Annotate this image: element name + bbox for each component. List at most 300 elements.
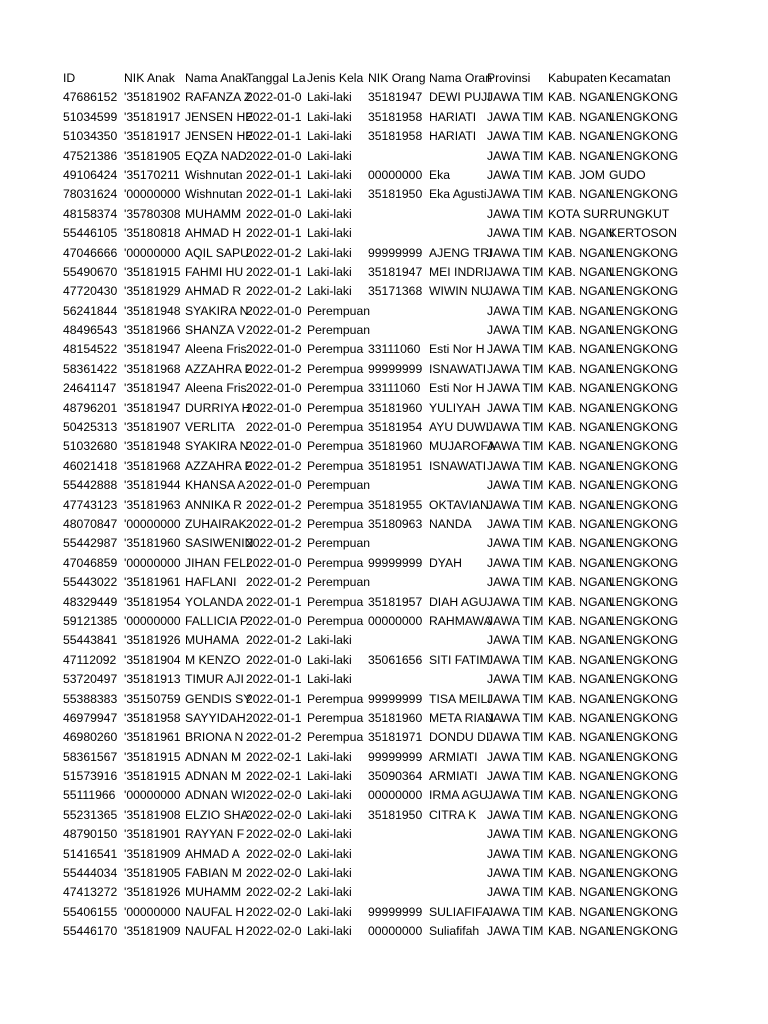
table-cell[interactable]: LENGKONG (609, 885, 679, 900)
table-cell[interactable]: YOLANDA (185, 594, 244, 609)
table-cell[interactable]: 35181958 (368, 109, 423, 124)
table-cell[interactable]: 46980260 (63, 730, 118, 745)
table-cell[interactable]: 2022-01-2 (246, 284, 302, 299)
table-cell[interactable]: 35061656 (368, 652, 423, 667)
table-cell[interactable]: JAWA TIM (487, 381, 544, 396)
table-cell[interactable]: 58361422 (63, 361, 118, 376)
table-cell[interactable]: '00000000 (124, 187, 181, 202)
table-cell[interactable]: NANDA (429, 516, 472, 531)
table-cell[interactable]: 2022-01-2 (246, 730, 302, 745)
table-cell[interactable] (429, 573, 489, 592)
table-cell[interactable]: '35181963 (124, 497, 181, 512)
table-cell[interactable]: '35181954 (124, 594, 181, 609)
table-cell[interactable]: 48070847 (63, 516, 118, 531)
table-cell[interactable]: DURRIYA H (185, 400, 251, 415)
column-header[interactable]: Nama Oran (429, 71, 492, 85)
table-cell[interactable]: Esti Nor H (429, 381, 485, 396)
table-cell[interactable] (429, 883, 489, 902)
table-cell[interactable]: 2022-02-2 (246, 885, 302, 900)
column-header[interactable]: NIK Anak (124, 71, 175, 85)
table-cell[interactable]: 99999999 (368, 361, 423, 376)
table-cell[interactable]: LENGKONG (609, 323, 679, 338)
table-cell[interactable]: 99999999 (368, 555, 423, 570)
table-cell[interactable]: 2022-02-0 (246, 924, 302, 939)
table-cell[interactable]: 51032680 (63, 439, 118, 454)
table-cell[interactable]: 56241844 (63, 303, 118, 318)
table-cell[interactable]: AQIL SAPU (185, 245, 249, 260)
table-cell[interactable]: 55442987 (63, 536, 118, 551)
table-cell[interactable]: KAB. NGAN (548, 749, 615, 764)
column-header[interactable]: ID (63, 71, 76, 85)
table-cell[interactable]: DYAH (429, 555, 462, 570)
table-cell[interactable]: KAB. NGAN (548, 788, 615, 803)
table-cell[interactable]: Laki-laki (307, 226, 352, 241)
table-cell[interactable]: ARMIATI (429, 749, 478, 764)
table-cell[interactable]: LENGKONG (609, 613, 679, 628)
table-cell[interactable]: '35181961 (124, 730, 181, 745)
table-cell[interactable]: M KENZO (185, 652, 241, 667)
table-cell[interactable]: SITI FATIM (429, 652, 490, 667)
table-cell[interactable]: JAWA TIM (487, 264, 544, 279)
table-cell[interactable]: 2022-02-0 (246, 904, 302, 919)
table-cell[interactable]: LENGKONG (609, 633, 679, 648)
table-cell[interactable]: LENGKONG (609, 361, 679, 376)
table-cell[interactable]: Aleena Fris (185, 381, 247, 396)
table-cell[interactable]: JAWA TIM (487, 672, 544, 687)
table-cell[interactable]: LENGKONG (609, 730, 679, 745)
table-cell[interactable]: 55111966 (63, 788, 116, 803)
table-cell[interactable]: Perempuan (307, 573, 429, 592)
table-cell[interactable]: 47521386 (63, 148, 118, 163)
table-cell[interactable] (429, 534, 489, 553)
table-cell[interactable]: 55406155 (63, 904, 118, 919)
table-cell[interactable]: LENGKONG (609, 420, 679, 435)
table-cell[interactable]: '35181966 (124, 323, 181, 338)
table-cell[interactable]: KAB. NGAN (548, 769, 615, 784)
table-cell[interactable]: 55231365 (63, 807, 118, 822)
table-cell[interactable]: JAWA TIM (487, 788, 544, 803)
table-cell[interactable]: BRIONA N (185, 730, 244, 745)
table-cell[interactable]: 55442888 (63, 478, 118, 493)
table-cell[interactable]: 55490670 (63, 264, 118, 279)
table-cell[interactable]: '35181902 (124, 90, 181, 105)
table-cell[interactable]: Wishnutan (185, 187, 243, 202)
table-cell[interactable]: KHANSA A (185, 478, 246, 493)
table-cell[interactable]: Perempuan (307, 321, 429, 340)
table-cell[interactable]: JAWA TIM (487, 187, 544, 202)
table-cell[interactable]: 2022-02-0 (246, 807, 302, 822)
table-cell[interactable]: GUDO (609, 167, 646, 182)
table-cell[interactable]: '35181917 (124, 109, 181, 124)
table-cell[interactable]: 2022-01-0 (246, 206, 302, 221)
table-cell[interactable]: Perempua (307, 381, 364, 396)
column-header[interactable]: NIK Orang (368, 71, 426, 85)
table-cell[interactable]: 51416541 (63, 846, 118, 861)
table-cell[interactable]: LENGKONG (609, 148, 679, 163)
table-cell[interactable]: SULIAFIFA (429, 904, 490, 919)
table-cell[interactable]: '35181905 (124, 148, 181, 163)
table-cell[interactable]: JAWA TIM (487, 206, 544, 221)
table-cell[interactable]: Laki-laki (307, 885, 352, 900)
table-cell[interactable]: Wishnutan (185, 167, 243, 182)
table-cell[interactable]: '35181915 (124, 264, 181, 279)
table-cell[interactable]: 53720497 (63, 672, 118, 687)
table-cell[interactable] (368, 864, 429, 883)
table-cell[interactable]: KAB. NGAN (548, 478, 615, 493)
table-cell[interactable]: '35181908 (124, 807, 181, 822)
table-cell[interactable]: JAWA TIM (487, 284, 544, 299)
table-cell[interactable]: JAWA TIM (487, 361, 544, 376)
table-cell[interactable]: META RIAN (429, 710, 494, 725)
table-cell[interactable]: 2022-02-1 (246, 749, 302, 764)
table-cell[interactable]: Perempua (307, 497, 364, 512)
table-cell[interactable]: KAB. NGAN (548, 439, 615, 454)
table-cell[interactable]: Laki-laki (307, 109, 352, 124)
table-cell[interactable]: KAB. NGAN (548, 516, 615, 531)
table-cell[interactable] (429, 631, 489, 650)
table-cell[interactable]: SASIWENIN (185, 536, 254, 551)
table-cell[interactable]: 2022-01-0 (246, 613, 302, 628)
table-cell[interactable]: KAB. NGAN (548, 730, 615, 745)
table-cell[interactable]: '00000000 (124, 516, 181, 531)
table-cell[interactable]: LENGKONG (609, 381, 679, 396)
table-cell[interactable]: LENGKONG (609, 594, 679, 609)
table-cell[interactable]: 48496543 (63, 323, 118, 338)
table-cell[interactable]: JAWA TIM (487, 245, 544, 260)
table-cell[interactable]: Perempua (307, 613, 364, 628)
table-cell[interactable]: 2022-02-0 (246, 866, 302, 881)
table-cell[interactable]: JAWA TIM (487, 148, 544, 163)
table-cell[interactable]: KAB. NGAN (548, 885, 615, 900)
table-cell[interactable]: '35181917 (124, 129, 181, 144)
table-cell[interactable]: LENGKONG (609, 827, 679, 842)
table-cell[interactable]: Perempua (307, 594, 364, 609)
table-cell[interactable]: '35180818 (124, 226, 181, 241)
table-cell[interactable]: '00000000 (124, 613, 181, 628)
table-cell[interactable]: KAB. NGAN (548, 924, 615, 939)
table-cell[interactable]: KAB. NGAN (548, 284, 615, 299)
table-cell[interactable]: '35181948 (124, 439, 181, 454)
table-cell[interactable]: 2022-01-0 (246, 439, 302, 454)
table-cell[interactable]: KAB. NGAN (548, 672, 615, 687)
table-cell[interactable]: LENGKONG (609, 497, 679, 512)
table-cell[interactable]: LENGKONG (609, 555, 679, 570)
table-cell[interactable]: LENGKONG (609, 458, 679, 473)
table-cell[interactable]: Laki-laki (307, 827, 352, 842)
table-cell[interactable]: 35181960 (368, 400, 423, 415)
column-header[interactable]: Tanggal La (246, 71, 306, 85)
table-cell[interactable]: AHMAD R (185, 284, 242, 299)
table-cell[interactable]: NAUFAL H (185, 904, 245, 919)
table-cell[interactable]: Suliafifah (429, 924, 480, 939)
table-cell[interactable]: Perempua (307, 420, 364, 435)
table-cell[interactable]: LENGKONG (609, 129, 679, 144)
table-cell[interactable]: KAB. NGAN (548, 633, 615, 648)
table-cell[interactable]: '00000000 (124, 245, 181, 260)
table-cell[interactable]: 2022-01-1 (246, 226, 302, 241)
table-cell[interactable]: '35181913 (124, 672, 181, 687)
table-cell[interactable]: '35181926 (124, 885, 181, 900)
table-cell[interactable]: 2022-01-2 (246, 575, 302, 590)
table-cell[interactable] (368, 147, 429, 166)
table-cell[interactable]: 2022-01-2 (246, 497, 302, 512)
table-cell[interactable]: KOTA SUR (548, 206, 609, 221)
table-cell[interactable]: JAWA TIM (487, 885, 544, 900)
table-cell[interactable]: KAB. NGAN (548, 458, 615, 473)
table-cell[interactable]: LENGKONG (609, 245, 679, 260)
table-cell[interactable]: JAWA TIM (487, 536, 544, 551)
table-cell[interactable]: JAWA TIM (487, 613, 544, 628)
table-cell[interactable] (429, 224, 489, 243)
table-cell[interactable]: KAB. NGAN (548, 303, 615, 318)
table-cell[interactable]: OKTAVIAN (429, 497, 489, 512)
table-cell[interactable] (429, 321, 489, 340)
table-cell[interactable]: LENGKONG (609, 439, 679, 454)
table-cell[interactable]: 55388383 (63, 691, 118, 706)
table-cell[interactable]: RAHMAWA (429, 613, 492, 628)
table-cell[interactable]: 55446170 (63, 924, 118, 939)
table-cell[interactable]: KAB. NGAN (548, 148, 615, 163)
table-cell[interactable]: 55446105 (63, 226, 118, 241)
table-cell[interactable]: '35181904 (124, 652, 181, 667)
table-cell[interactable]: WIWIN NU (429, 284, 489, 299)
table-cell[interactable]: '35181947 (124, 400, 181, 415)
table-cell[interactable]: LENGKONG (609, 516, 679, 531)
table-cell[interactable]: MEI INDRI (429, 264, 488, 279)
column-header[interactable]: Nama Anak (185, 71, 249, 85)
column-header[interactable]: Provinsi (487, 71, 531, 85)
table-cell[interactable]: FAHMI HU (185, 264, 244, 279)
table-cell[interactable]: JAWA TIM (487, 555, 544, 570)
table-cell[interactable]: KAB. NGAN (548, 187, 615, 202)
table-cell[interactable] (368, 224, 429, 243)
table-cell[interactable]: MUHAMM (185, 885, 242, 900)
table-cell[interactable]: JAWA TIM (487, 226, 544, 241)
table-cell[interactable]: '35181915 (124, 769, 181, 784)
table-cell[interactable]: Perempua (307, 516, 364, 531)
table-cell[interactable]: Perempua (307, 730, 364, 745)
table-cell[interactable]: 2022-01-2 (246, 633, 302, 648)
table-cell[interactable]: JAWA TIM (487, 691, 544, 706)
table-cell[interactable]: KAB. NGAN (548, 245, 615, 260)
table-cell[interactable]: Eka (429, 167, 451, 182)
table-cell[interactable]: LENGKONG (609, 710, 679, 725)
table-cell[interactable]: KAB. NGAN (548, 420, 615, 435)
table-cell[interactable]: KAB. NGAN (548, 342, 615, 357)
table-cell[interactable]: Laki-laki (307, 206, 352, 221)
table-cell[interactable]: Laki-laki (307, 846, 352, 861)
table-cell[interactable]: KERTOSON (609, 226, 677, 241)
table-cell[interactable]: FALLICIA P (185, 613, 249, 628)
table-cell[interactable]: Laki-laki (307, 633, 352, 648)
table-cell[interactable]: 35181954 (368, 420, 423, 435)
table-cell[interactable]: JAWA TIM (487, 594, 544, 609)
table-cell[interactable]: 24641147 (63, 381, 117, 396)
table-cell[interactable]: LENGKONG (609, 536, 679, 551)
table-cell[interactable]: JAWA TIM (487, 458, 544, 473)
table-cell[interactable]: RAFANZA Z (185, 90, 252, 105)
table-cell[interactable]: '35170211 (124, 167, 180, 182)
table-cell[interactable]: 47046859 (63, 555, 118, 570)
table-cell[interactable]: '00000000 (124, 555, 181, 570)
table-cell[interactable]: JAWA TIM (487, 730, 544, 745)
table-cell[interactable]: SHANZA V (185, 323, 246, 338)
table-cell[interactable]: KAB. NGAN (548, 594, 615, 609)
table-cell[interactable]: Laki-laki (307, 866, 352, 881)
table-cell[interactable]: LENGKONG (609, 284, 679, 299)
table-cell[interactable]: KAB. NGAN (548, 846, 615, 861)
table-cell[interactable]: 48796201 (63, 400, 118, 415)
table-cell[interactable]: 2022-01-1 (246, 691, 302, 706)
table-cell[interactable]: RUNGKUT (609, 206, 670, 221)
table-cell[interactable]: KAB. NGAN (548, 866, 615, 881)
table-cell[interactable]: 2022-01-1 (246, 129, 302, 144)
table-cell[interactable]: JAWA TIM (487, 342, 544, 357)
table-cell[interactable]: '35181909 (124, 846, 181, 861)
table-cell[interactable]: Laki-laki (307, 284, 352, 299)
table-cell[interactable]: 47720430 (63, 284, 118, 299)
table-cell[interactable]: KAB. NGAN (548, 536, 615, 551)
table-cell[interactable]: AHMAD H (185, 226, 242, 241)
column-header[interactable]: Jenis Kela (307, 71, 364, 85)
table-cell[interactable]: ELZIO SHA (185, 807, 249, 822)
table-cell[interactable]: 00000000 (368, 167, 423, 182)
table-cell[interactable]: Perempua (307, 710, 364, 725)
table-cell[interactable]: LENGKONG (609, 264, 679, 279)
table-cell[interactable]: JAWA TIM (487, 807, 544, 822)
table-cell[interactable]: '35181901 (124, 827, 181, 842)
table-cell[interactable]: 99999999 (368, 691, 423, 706)
table-cell[interactable]: JAWA TIM (487, 303, 544, 318)
table-cell[interactable]: Perempua (307, 555, 364, 570)
table-cell[interactable]: Laki-laki (307, 148, 352, 163)
table-cell[interactable]: JAWA TIM (487, 497, 544, 512)
table-cell[interactable]: KAB. NGAN (548, 710, 615, 725)
table-cell[interactable] (368, 205, 429, 224)
table-cell[interactable]: JAWA TIM (487, 749, 544, 764)
table-cell[interactable]: 2022-01-0 (246, 148, 302, 163)
table-cell[interactable]: Perempua (307, 458, 364, 473)
table-cell[interactable]: MUHAMM (185, 206, 242, 221)
table-cell[interactable]: ZUHAIRAK (185, 516, 247, 531)
table-cell[interactable]: MUHAMA (185, 633, 240, 648)
table-cell[interactable]: JAWA TIM (487, 90, 544, 105)
table-cell[interactable]: JAWA TIM (487, 827, 544, 842)
table-cell[interactable]: Laki-laki (307, 652, 352, 667)
table-cell[interactable]: JAWA TIM (487, 904, 544, 919)
table-cell[interactable]: TIMUR AJI (185, 672, 244, 687)
table-cell[interactable]: KAB. NGAN (548, 109, 615, 124)
table-cell[interactable]: 55443022 (63, 575, 118, 590)
table-cell[interactable] (368, 825, 429, 844)
table-cell[interactable]: Esti Nor H (429, 342, 485, 357)
table-cell[interactable]: MUJAROFA (429, 439, 496, 454)
table-cell[interactable]: LENGKONG (609, 672, 679, 687)
table-cell[interactable]: '35181968 (124, 458, 181, 473)
table-cell[interactable]: 33111060 (368, 342, 421, 357)
table-cell[interactable]: 48158374 (63, 206, 118, 221)
table-cell[interactable]: JAWA TIM (487, 400, 544, 415)
table-cell[interactable]: LENGKONG (609, 749, 679, 764)
table-cell[interactable]: 47686152 (63, 90, 118, 105)
table-cell[interactable]: 35181951 (368, 458, 423, 473)
table-cell[interactable]: Laki-laki (307, 167, 352, 182)
table-cell[interactable]: JAWA TIM (487, 478, 544, 493)
table-cell[interactable]: 47112092 (63, 652, 117, 667)
table-cell[interactable]: 35181950 (368, 187, 423, 202)
table-cell[interactable]: 2022-01-2 (246, 361, 302, 376)
table-cell[interactable]: '35181915 (124, 749, 181, 764)
table-cell[interactable]: 99999999 (368, 245, 423, 260)
table-cell[interactable]: DONDU DI (429, 730, 490, 745)
table-cell[interactable]: KAB. NGAN (548, 807, 615, 822)
table-cell[interactable]: 2022-01-1 (246, 109, 302, 124)
table-cell[interactable]: 35181971 (368, 730, 423, 745)
table-cell[interactable]: LENGKONG (609, 904, 679, 919)
table-cell[interactable]: LENGKONG (609, 652, 679, 667)
table-cell[interactable]: LENGKONG (609, 924, 679, 939)
table-cell[interactable]: 47413272 (63, 885, 118, 900)
column-header[interactable]: Kecamatan (609, 71, 671, 85)
table-cell[interactable]: KAB. NGAN (548, 400, 615, 415)
table-cell[interactable]: LENGKONG (609, 90, 679, 105)
table-cell[interactable]: 2022-01-1 (246, 187, 302, 202)
table-cell[interactable]: AZZAHRA F (185, 458, 253, 473)
table-cell[interactable]: SYAKIRA N (185, 439, 249, 454)
table-cell[interactable]: 51034599 (63, 109, 118, 124)
table-cell[interactable]: 2022-01-1 (246, 167, 302, 182)
table-cell[interactable]: 2022-01-2 (246, 536, 302, 551)
table-cell[interactable]: LENGKONG (609, 478, 679, 493)
table-cell[interactable]: JAWA TIM (487, 109, 544, 124)
table-cell[interactable]: VERLITA (185, 420, 235, 435)
table-cell[interactable]: HAFLANI (185, 575, 237, 590)
table-cell[interactable]: 2022-01-0 (246, 303, 302, 318)
table-cell[interactable]: '35181926 (124, 633, 181, 648)
table-cell[interactable]: LENGKONG (609, 691, 679, 706)
table-cell[interactable]: 78031624 (63, 187, 118, 202)
table-cell[interactable]: JAWA TIM (487, 652, 544, 667)
table-cell[interactable] (429, 205, 489, 224)
table-cell[interactable]: 33111060 (368, 381, 421, 396)
table-cell[interactable]: Laki-laki (307, 769, 352, 784)
table-cell[interactable]: EQZA NAD (185, 148, 247, 163)
table-cell[interactable]: 2022-02-0 (246, 827, 302, 842)
table-cell[interactable]: Laki-laki (307, 90, 352, 105)
table-cell[interactable]: 2022-01-0 (246, 555, 302, 570)
table-cell[interactable]: 2022-02-0 (246, 788, 302, 803)
table-cell[interactable]: 48790150 (63, 827, 118, 842)
column-header[interactable]: Kabupaten (548, 71, 607, 85)
table-cell[interactable]: 55443841 (63, 633, 118, 648)
table-cell[interactable]: ISNAWATI (429, 458, 487, 473)
table-cell[interactable]: AYU DUWI (429, 420, 490, 435)
table-cell[interactable]: Perempua (307, 342, 364, 357)
table-cell[interactable]: YULIYAH (429, 400, 481, 415)
table-cell[interactable]: Laki-laki (307, 129, 352, 144)
table-cell[interactable]: Perempua (307, 691, 364, 706)
table-cell[interactable]: LENGKONG (609, 400, 679, 415)
table-cell[interactable]: GENDIS SY (185, 691, 252, 706)
table-cell[interactable]: TISA MEILI (429, 691, 491, 706)
table-cell[interactable]: ARMIATI (429, 769, 478, 784)
table-cell[interactable]: 00000000 (368, 924, 423, 939)
table-cell[interactable]: 51034350 (63, 129, 118, 144)
table-cell[interactable]: IRMA AGU (429, 788, 488, 803)
table-cell[interactable]: LENGKONG (609, 866, 679, 881)
table-cell[interactable]: JAWA TIM (487, 633, 544, 648)
table-cell[interactable]: 48329449 (63, 594, 118, 609)
